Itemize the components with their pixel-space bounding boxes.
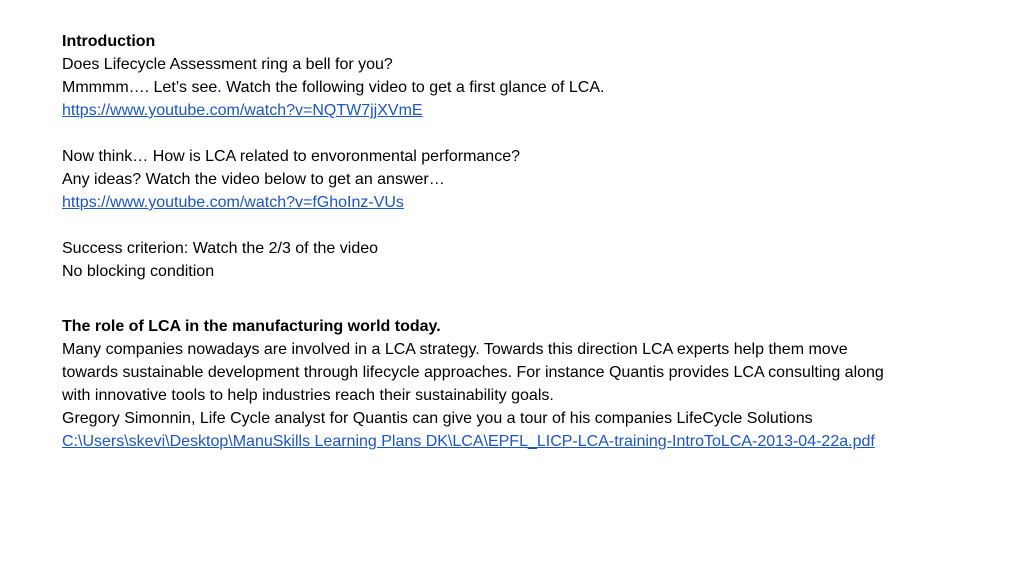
think-video-link[interactable]: https://www.youtube.com/watch?v=fGhoInz-VUs [62, 194, 404, 211]
role-tour-text: Gregory Simonnin, Life Cycle analyst for Quantis can give you a tour of his companies LifeCycle Solutions [62, 410, 813, 427]
intro-heading: Introduction [62, 33, 156, 50]
role-paragraph-line-2: towards sustainable development through lifecycle approaches. For instance Quantis provides LCA consulting along [62, 364, 884, 381]
role-paragraph-line-3: with innovative tools to help industries reach their sustainability goals. [62, 387, 554, 404]
blocking-condition: No blocking condition [62, 263, 215, 280]
intro-instruction: Mmmmm…. Let’s see. Watch the following video to get a first glance of LCA. [62, 79, 605, 96]
intro-question: Does Lifecycle Assessment ring a bell for you? [62, 56, 393, 73]
think-instruction: Any ideas? Watch the video below to get an answer… [62, 171, 445, 188]
success-criterion: Success criterion: Watch the 2/3 of the video [62, 240, 379, 257]
role-heading: The role of LCA in the manufacturing world today. [62, 318, 441, 335]
role-paragraph-line-1: Many companies nowadays are involved in a LCA strategy. Towards this direction LCA experts help them move [62, 341, 848, 358]
intro-section [62, 30, 984, 122]
role-file-link[interactable]: C:\Users\skevi\Desktop\ManuSkills Learning Plans DK\LCA\EPFL_LICP-LCA-training-IntroToLCA-2013-04-22a.pdf [62, 433, 875, 450]
think-question: Now think… How is LCA related to envoronmental performance? [62, 148, 520, 165]
role-section [62, 315, 984, 453]
think-section [62, 145, 984, 214]
intro-video-link[interactable]: https://www.youtube.com/watch?v=NQTW7jjXVmE [62, 102, 423, 119]
success-section [62, 237, 984, 283]
